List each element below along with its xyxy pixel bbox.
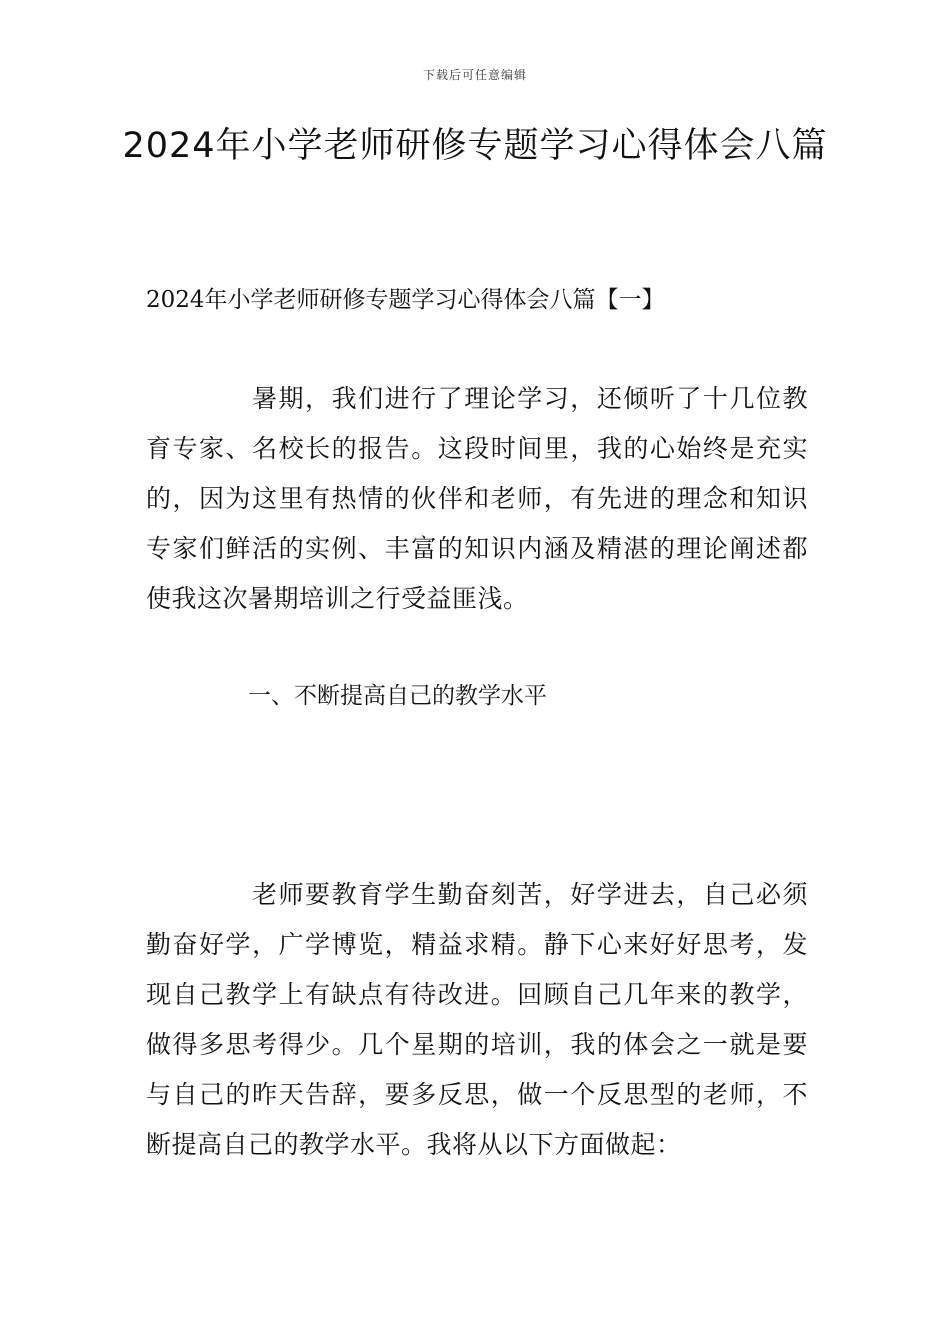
section-heading: 2024年小学老师研修专题学习心得体会八篇【一】 <box>146 287 665 313</box>
document-title: 2024年小学老师研修专题学习心得体会八篇 <box>122 126 828 166</box>
paragraph-2: 老师要教育学生勤奋刻苦，好学进去，自己必须勤奋好学，广学博览，精益求精。静下心来好好思考，发现自己教学上有缺点有待改进。回顾自己几年来的教学，做得多思考得少。几个星期的培训，我的体会之一就是要与自己的昨天告辞，要多反思，做一个反思型的老师，不断提高自己的教学水平。我将从以下方面做起： <box>146 880 808 1159</box>
header-note: 下载后可任意编辑 <box>422 68 527 82</box>
subheading-1: 一、不断提高自己的教学水平 <box>248 683 547 709</box>
paragraph-1: 暑期，我们进行了理论学习，还倾听了十几位教育专家、名校长的报告。这段时间里，我的心始终是充实的，因为这里有热情的伙伴和老师，有先进的理念和知识专家们鲜活的实例、丰富的知识内涵及精湛的理论阐述都使我这次暑期培训之行受益匪浅。 <box>146 384 808 613</box>
